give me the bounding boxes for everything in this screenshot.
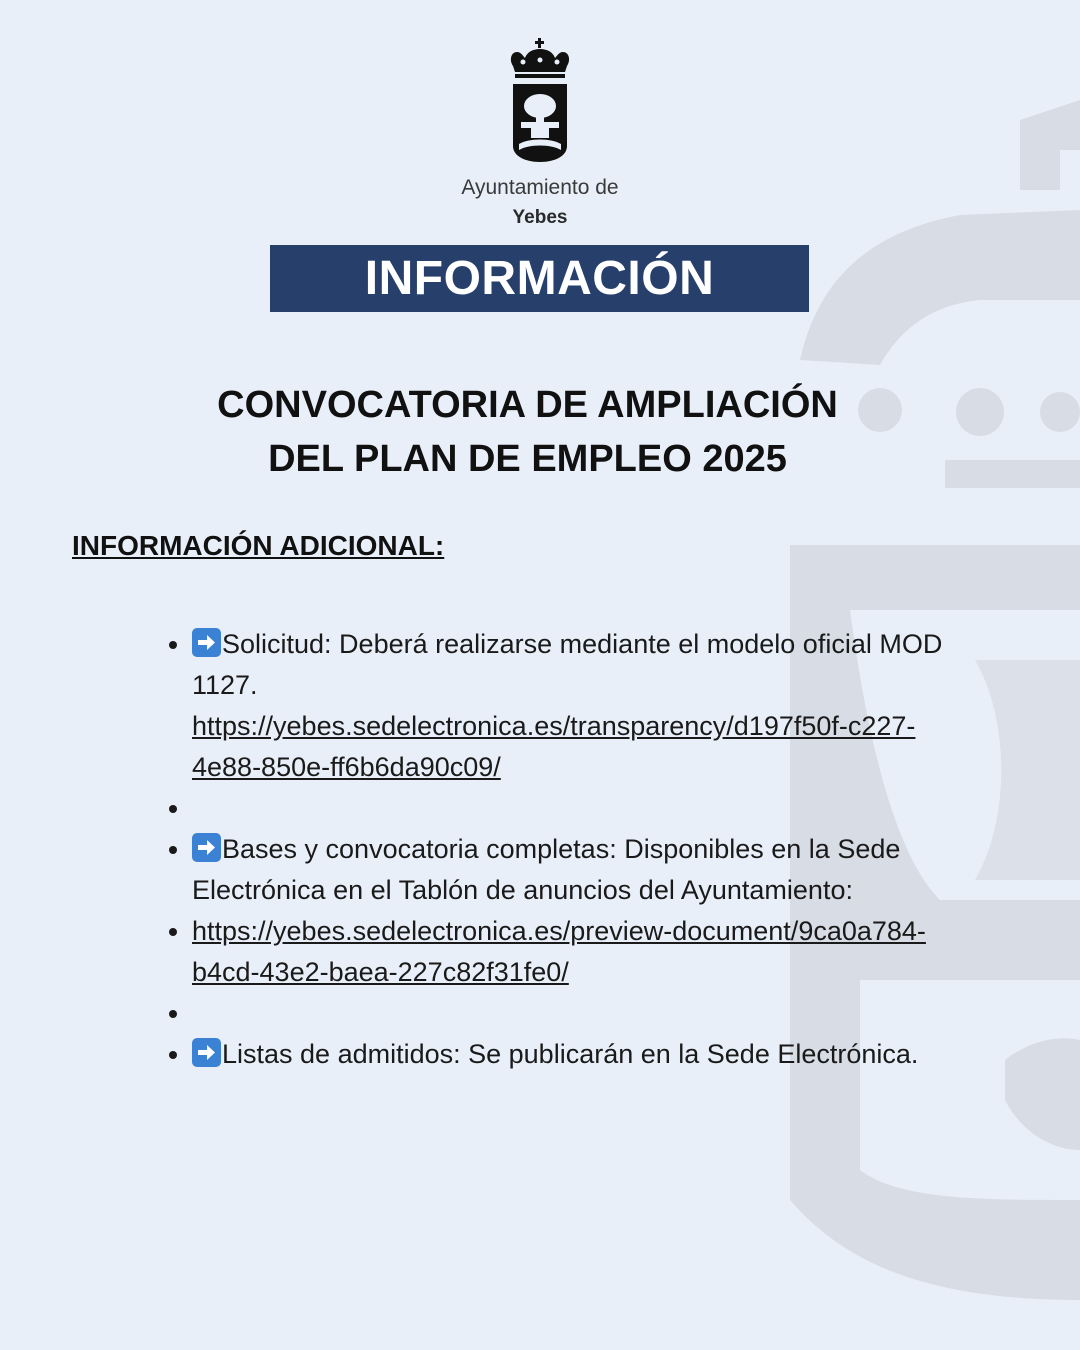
information-banner: INFORMACIÓN: [270, 245, 809, 312]
info-list: [170, 624, 972, 1075]
right-arrow-icon: [192, 833, 221, 862]
organization-name-line2: Yebes: [512, 207, 568, 228]
solicitud-text: Solicitud: Deberá realizarse mediante el modelo oficial MOD 1127.: [192, 629, 943, 700]
list-item-empty: [192, 993, 972, 1034]
bases-link[interactable]: https://yebes.sedelectronica.es/preview-document/9ca0a784-b4cd-43e2-baea-227c82f31fe0/: [192, 916, 926, 987]
right-arrow-icon: [192, 628, 221, 657]
title-line1: CONVOCATORIA DE AMPLIACIÓN: [217, 384, 838, 426]
page-title: [120, 378, 935, 486]
solicitud-link[interactable]: https://yebes.sedelectronica.es/transparency/d197f50f-c227-4e88-850e-ff6b6da90c09/: [192, 711, 916, 782]
list-item-empty: [192, 788, 972, 829]
list-item-admitidos: [192, 1034, 972, 1075]
title-line2: DEL PLAN DE EMPLEO 2025: [268, 438, 787, 480]
organization-name-line1: Ayuntamiento de: [461, 176, 619, 199]
list-item-bases-link: [192, 911, 972, 993]
crowned-shield-icon: [505, 38, 575, 166]
right-arrow-icon: [192, 1038, 221, 1067]
section-heading: INFORMACIÓN ADICIONAL:: [72, 530, 445, 561]
list-item-solicitud: [192, 624, 972, 788]
admitidos-text: Listas de admitidos: Se publicarán en la Sede Electrónica.: [222, 1039, 919, 1069]
bases-text: Bases y convocatoria completas: Disponibles en la Sede Electrónica en el Tablón de anuncios del Ayuntamiento:: [192, 834, 901, 905]
list-item-bases: [192, 829, 972, 911]
